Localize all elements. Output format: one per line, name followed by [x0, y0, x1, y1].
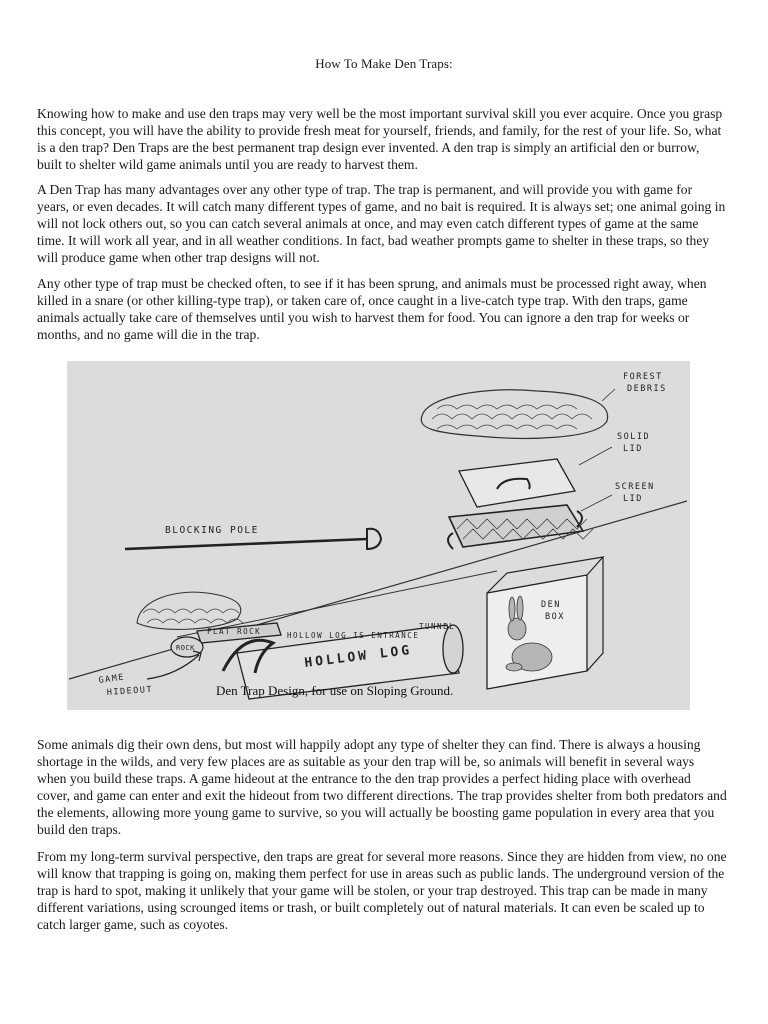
blocking-pole	[125, 539, 367, 549]
flat-rock-label: FLAT ROCK	[207, 627, 262, 636]
checking-paragraph: Any other type of trap must be checked often, to see if it has been sprung, and animals must be processed right away, when killed in a snare (or other killing-type trap), or taken care of, once caught in a live-catch type trap. With den traps, game animals actually take care of themselves until you wish to harvest them for food. You can ignore a den trap for weeks or months, and no game will die in the trap.	[37, 276, 707, 342]
screen-lid-label-1: SCREEN	[615, 482, 655, 492]
game-hideout-label-2: HIDEOUT	[106, 684, 154, 698]
game-hideout-label-1: GAME	[98, 672, 126, 686]
page-title: How To Make Den Traps:	[315, 56, 453, 71]
rock-label: ROCK	[176, 644, 195, 652]
intro-paragraph: Knowing how to make and use den traps may very well be the most important survival skill you ever acquire. Once you grasp this concept, you will have the ability to provide fresh meat for yourself, friends, and family, for the rest of your life. So, what is a den trap? Den Traps are the best permanent trap design ever invented. A den trap is simply an artificial den or burrow, built to shelter wild game animals until you are ready to harvest them.	[37, 106, 723, 172]
den-box	[487, 575, 587, 689]
solid-lid-label-2: LID	[623, 444, 643, 454]
screen-lid-label-2: LID	[623, 494, 643, 504]
forest-debris-label-1: FOREST	[623, 372, 663, 382]
hollow-log-entrance-label-2: TUNNEL	[419, 622, 456, 631]
advantages-paragraph: A Den Trap has many advantages over any other type of trap. The trap is permanent, and will provide you with game for years, or even decades. It will catch many different types of game, and no bait is required. It is always set; one animal going in will not lock others out, so you can catch several animals at once, and may even catch different types of game at the same time. It will work all year, and in all weather conditions. In fact, bad weather prompts game to shelter in these traps, so they will produce game when other trap designs will not.	[37, 182, 726, 265]
hideout-arrow	[147, 655, 199, 679]
forest-debris-label-2: DEBRIS	[627, 384, 667, 394]
screen-lid	[449, 505, 583, 547]
den-box-label-2: BOX	[545, 612, 565, 622]
figure-caption: Den Trap Design, for use on Sloping Ground.	[216, 683, 454, 698]
den-trap-sketch	[67, 361, 690, 710]
solid-lid-label-1: SOLID	[617, 432, 651, 442]
solid-lid	[459, 459, 575, 507]
hollow-log-label: HOLLOW LOG	[303, 642, 413, 671]
hollow-log-entrance-label-1: HOLLOW LOG IS ENTRANCE	[287, 631, 420, 640]
den-trap-diagram	[67, 361, 690, 710]
perspective-paragraph: From my long-term survival perspective, den traps are great for several more reasons. Since they are hidden from view, no one will know that trapping is going on, making them perfect for use in areas such as public lands. The underground version of the trap is hard to spot, making it unlikely that your game will be stolen, or your trap destroyed. This trap can be made in many different variations, using scrounged items or trash, or built completely out of natural materials. It can even be scaled up to catch larger game, such as coyotes.	[37, 849, 727, 932]
shelter-paragraph: Some animals dig their own dens, but most will happily adopt any type of shelter they can find. There is always a housing shortage in the wilds, and very few places are as suitable as your den trap will be, so animals will benefit in several ways when you build these traps. A game hideout at the entrance to the den trap provides a perfect hiding place with overhead cover, and game can enter and exit the hideout from two different directions. The trap provides shelter from both predators and the elements, allowing more young game to survive, so you will actually be boosting game population in every area that you build den traps.	[37, 737, 727, 837]
blocking-pole-label: BLOCKING POLE	[165, 525, 259, 536]
den-box-label-1: DEN	[541, 600, 561, 610]
